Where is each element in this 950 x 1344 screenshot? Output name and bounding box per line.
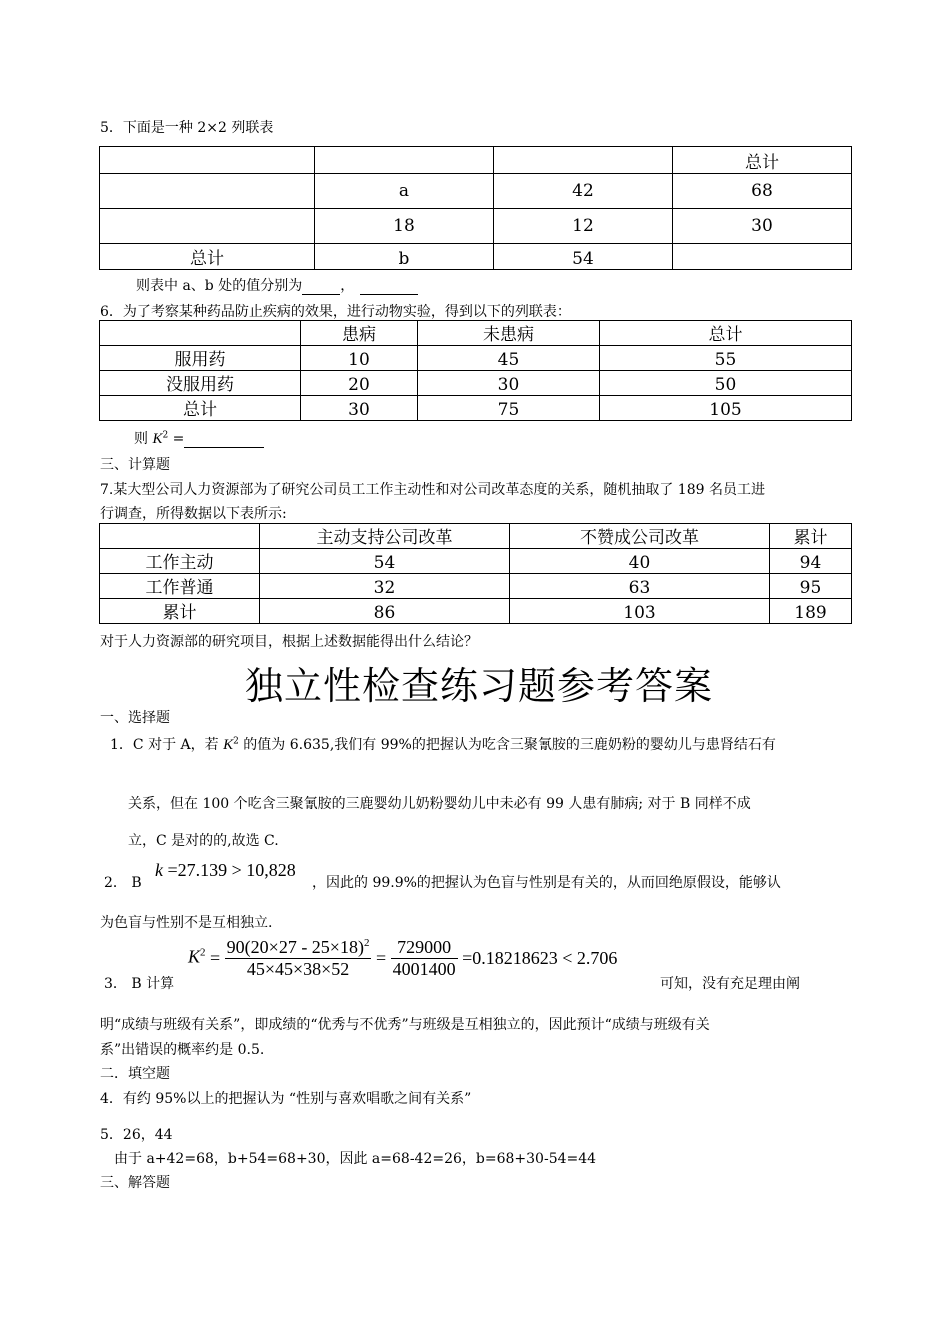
q7-cell: 189 [770, 599, 852, 624]
q6-cell: 10 [301, 346, 418, 371]
q6-table [99, 320, 852, 421]
q7-cell: 40 [510, 549, 770, 574]
q6-k-symbol: K [152, 431, 163, 447]
q7-cell: 32 [260, 574, 510, 599]
q5-cell: 12 [494, 209, 673, 244]
q6-question [134, 428, 264, 448]
answer-5: 5．26，44 [100, 1127, 173, 1143]
q7-cell: 86 [260, 599, 510, 624]
q5-cell: 总计 [100, 244, 315, 270]
q6-cell: 服用药 [100, 346, 301, 371]
answer-3-frac2-num: 729000 [391, 937, 458, 959]
q5-cell: 18 [315, 209, 494, 244]
q5-blank-b[interactable] [360, 278, 418, 295]
q6-cell: 总计 [100, 396, 301, 421]
answers-section3: 三、解答题 [100, 1175, 170, 1191]
q6-k-exponent: 2 [162, 430, 169, 441]
answer-2-line2: 为色盲与性别不是互相独立. [100, 915, 273, 931]
answer-1-k-exponent: 2 [233, 736, 239, 747]
q7-cell: 工作主动 [100, 549, 260, 574]
answer-4: 4．有约 95%以上的把握认为 “性别与喜欢唱歌之间有关系” [100, 1091, 472, 1107]
q6-equals: = [172, 431, 185, 447]
answer-2-prefix: 2． B [104, 875, 142, 891]
answer-3-k-symbol: K [188, 946, 201, 967]
answer-1-line3: 立，C 是对的的,故选 C. [128, 833, 279, 849]
q7-cell: 不赞成公司改革 [510, 524, 770, 549]
answer-3-frac1-num: 90(20×27 - 25×18) [226, 937, 364, 957]
answer-2-rest: ，因此的 99.9%的把握认为色盲与性别是有关的，从而回绝原假设，能够认 [312, 875, 781, 891]
q6-cell: 45 [418, 346, 600, 371]
answer-3-frac1-exp: 2 [363, 937, 370, 949]
q7-question: 对于人力资源部的研究项目，根据上述数据能得出什么结论？ [100, 634, 478, 650]
answer-3-fraction-2 [391, 937, 458, 980]
q6-blank[interactable] [184, 431, 264, 448]
answer-3-frac2-den: 4001400 [392, 959, 456, 979]
q6-cell: 75 [418, 396, 600, 421]
q5-cell: 42 [494, 174, 673, 209]
q7-table [99, 523, 852, 624]
answer-1-line2: 关系，但在 100 个吃含三聚氰胺的三鹿婴幼儿奶粉婴幼儿中未必有 99 人患有肺病; 对于 B 同样不成 [128, 796, 751, 812]
q6-cell: 20 [301, 371, 418, 396]
answers-title: 独立性检查练习题参考答案 [245, 664, 714, 708]
answer-3-result: =0.18218623 < 2.706 [462, 948, 618, 968]
answer-1-k-symbol: K [223, 737, 234, 753]
q5-separator: ， [340, 278, 355, 294]
answer-3-frac1-den: 45×45×38×52 [246, 959, 350, 979]
answer-1-prefix: 1．C 对于 A，若 [110, 737, 219, 753]
q6-cell: 患病 [301, 321, 418, 346]
q5-cell [100, 209, 315, 244]
q5-cell: 54 [494, 244, 673, 270]
q6-cell: 没服用药 [100, 371, 301, 396]
answer-1-line1 [110, 734, 776, 754]
q7-cell: 95 [770, 574, 852, 599]
q6-cell: 30 [301, 396, 418, 421]
q5-cell: a [315, 174, 494, 209]
answer-2-formula-rest: =27.139 > 10,828 [167, 860, 296, 880]
answer-5-explain: 由于 a+42=68，b+54=68+30，因此 a=68-42=26，b=68+30-54=44 [114, 1151, 597, 1167]
q6-heading: 6．为了考察某种药品防止疾病的效果，进行动物实验，得到以下的列联表： [100, 304, 571, 320]
q5-cell [100, 174, 315, 209]
q7-cell: 累计 [770, 524, 852, 549]
answer-2-k: k [155, 860, 163, 880]
q5-question-text: 则表中 a、b 处的值分别为 [136, 278, 303, 294]
q5-blank-a[interactable] [302, 278, 340, 295]
q5-table [99, 146, 852, 270]
answers-section2: 二．填空题 [100, 1066, 170, 1082]
answer-3-fraction-1 [225, 937, 372, 980]
q5-cell: 30 [673, 209, 852, 244]
answer-3-rest: 可知，没有充足理由阐 [660, 976, 800, 992]
q5-cell: b [315, 244, 494, 270]
q7-cell: 94 [770, 549, 852, 574]
q6-cell: 未患病 [418, 321, 600, 346]
section3-heading: 三、计算题 [100, 457, 170, 473]
q5-question [136, 275, 418, 295]
q7-cell: 103 [510, 599, 770, 624]
q6-cell: 总计 [600, 321, 852, 346]
q6-question-prefix: 则 [134, 431, 148, 447]
q5-cell [100, 147, 315, 174]
q6-cell [100, 321, 301, 346]
answer-3-line3: 系”出错误的概率约是 0.5. [100, 1042, 265, 1058]
answer-3-line2: 明“成绩与班级有关系”，即成绩的“优秀与不优秀”与班级是互相独立的，因此预计“成绩与班级有关 [100, 1017, 710, 1033]
q7-cell: 63 [510, 574, 770, 599]
q7-line2: 行调查，所得数据以下表所示: [100, 506, 287, 522]
answer-1-rest: 的值为 6.635,我们有 99%的把握认为吃含三聚氰胺的三鹿奶粉的婴幼儿与患肾结石有 [243, 737, 776, 753]
q7-cell [100, 524, 260, 549]
q7-cell: 主动支持公司改革 [260, 524, 510, 549]
q7-line1: 7.某大型公司人力资源部为了研究公司员工工作主动性和对公司改革态度的关系，随机抽取了 189 名员工进 [100, 482, 765, 498]
q7-cell: 累计 [100, 599, 260, 624]
q6-cell: 55 [600, 346, 852, 371]
answer-3-prefix: 3． B 计算 [104, 976, 175, 992]
q5-cell [494, 147, 673, 174]
answer-3-formula: $K^2$ = $\frac{90(20\times 27 - 25\times 18)^2}{45\times 45\times 38\times 52}$ = $\frac{729000}{4001400}$ =0.18218623 < 2.706 [188, 937, 618, 979]
answer-2-formula [155, 860, 296, 881]
q5-heading: 5．下面是一种 2×2 列联表 [100, 120, 274, 136]
q6-cell: 50 [600, 371, 852, 396]
q6-cell: 105 [600, 396, 852, 421]
q5-cell: 总计 [673, 147, 852, 174]
q5-cell [673, 244, 852, 270]
q5-cell [315, 147, 494, 174]
q5-cell: 68 [673, 174, 852, 209]
q6-cell: 30 [418, 371, 600, 396]
q7-cell: 54 [260, 549, 510, 574]
q7-cell: 工作普通 [100, 574, 260, 599]
answer-3-k-exponent: 2 [200, 946, 206, 959]
answers-section1: 一、选择题 [100, 710, 170, 726]
